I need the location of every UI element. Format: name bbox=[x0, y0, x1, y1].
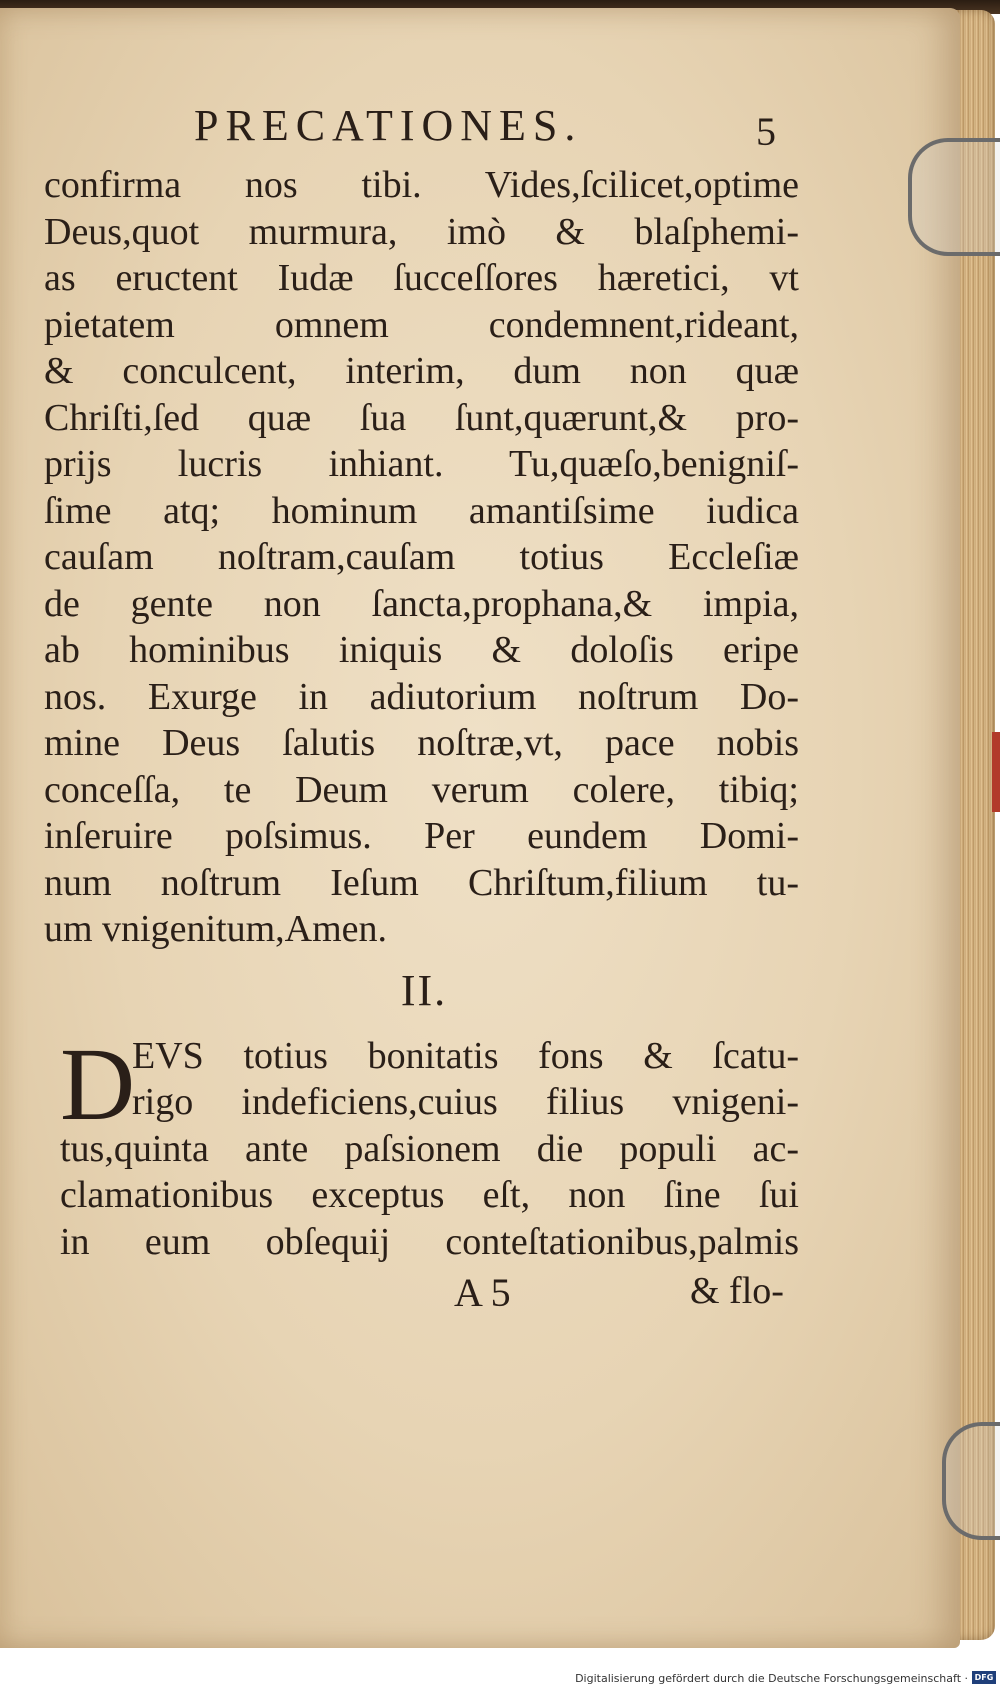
red-bookmark-ribbon bbox=[992, 732, 1000, 812]
text-line: nos. Exurge in adiutorium noſtrum Do- bbox=[44, 675, 799, 718]
text-line: prijs lucris inhiant. Tu,quæſo,benigniſ- bbox=[44, 443, 799, 485]
text-line: um vnigenitum,Amen. bbox=[44, 908, 388, 950]
text-line: tus,quinta ante paſsionem die populi ac- bbox=[60, 1127, 799, 1170]
page-header bbox=[44, 100, 804, 162]
text-line: & conculcent, interim, dum non quæ bbox=[44, 350, 799, 392]
page-number: 5 bbox=[756, 109, 776, 154]
text-line: cauſam noſtram,cauſam totius Eccleſiæ bbox=[44, 536, 799, 578]
signature-mark: A 5 bbox=[454, 1270, 511, 1315]
text-line: pietatem omnem condemnent,rideant, bbox=[44, 303, 799, 346]
paragraph-2 bbox=[44, 1026, 804, 1266]
text-line: as eructent Iudæ ſucceſſores hæretici, vt bbox=[44, 257, 799, 299]
text-line: EVS totius bonitatis fons & ſcatu- bbox=[132, 1034, 799, 1077]
drop-capital: D bbox=[60, 1026, 136, 1142]
running-head: PRECATIONES. bbox=[194, 101, 583, 150]
text-line: rigo indeficiens,cuius filius vnigeni- bbox=[132, 1081, 799, 1123]
text-line: Chriſti,ſed quæ ſua ſunt,quærunt,& pro- bbox=[44, 396, 799, 439]
dfg-logo: DFG bbox=[972, 1671, 996, 1684]
text-line: ab hominibus iniquis & doloſis eripe bbox=[44, 629, 799, 671]
text-line: Deus,quot murmura, imò & blaſphemi- bbox=[44, 210, 799, 253]
clasp-top bbox=[908, 138, 1000, 256]
paragraph-1 bbox=[44, 162, 804, 953]
text-line: num noſtrum Ieſum Chriſtum,filium tu- bbox=[44, 861, 799, 904]
page-text bbox=[44, 100, 804, 1319]
text-line: ſime atq; hominum amantiſsime iudica bbox=[44, 489, 799, 532]
text-line: mine Deus ſalutis noſtræ,vt, pace nobis bbox=[44, 722, 799, 764]
text-line: confirma nos tibi. Vides,ſcilicet,optime bbox=[44, 164, 799, 206]
dfg-credit-text: Digitalisierung gefördert durch die Deutsche Forschungsgemeinschaft · bbox=[575, 1672, 968, 1685]
catchword: & flo- bbox=[690, 1270, 784, 1312]
text-line: in eum obſequij conteſtationibus,palmis bbox=[60, 1220, 799, 1263]
page-footer-line bbox=[44, 1269, 804, 1319]
section-heading: II. bbox=[400, 965, 448, 1015]
text-line: conceſſa, te Deum verum colere, tibiq; bbox=[44, 768, 799, 811]
text-line: de gente non ſancta,prophana,& impia, bbox=[44, 582, 799, 625]
text-line: clamationibus exceptus eſt, non ſine ſui bbox=[60, 1174, 799, 1216]
text-line: inſeruire poſsimus. Per eundem Domi- bbox=[44, 815, 799, 857]
clasp-bottom bbox=[942, 1422, 1000, 1540]
